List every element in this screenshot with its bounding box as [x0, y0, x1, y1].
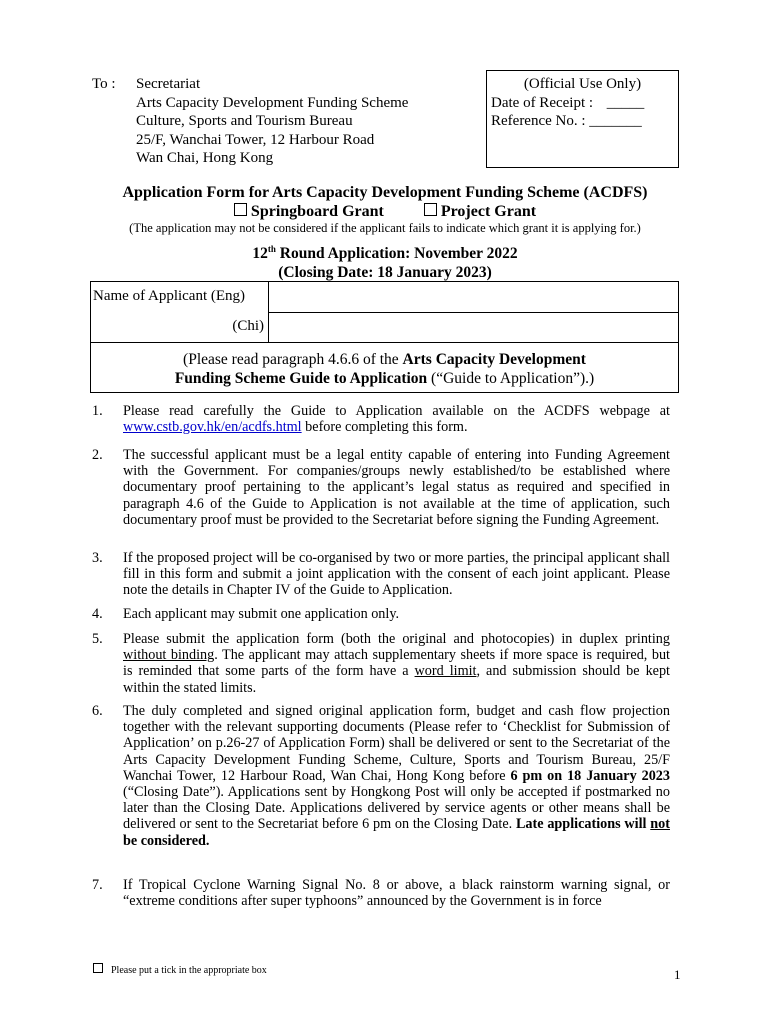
item-text-part: Please submit the application form (both the original and photocopies) in duplex printing: [123, 631, 670, 647]
acdfs-webpage-link[interactable]: www.cstb.gov.hk/en/acdfs.html: [123, 419, 302, 436]
page-number: 1: [674, 967, 681, 982]
guide-reference-note: [91, 350, 678, 388]
list-item: [92, 447, 670, 528]
grant-option-project[interactable]: [424, 202, 536, 221]
item-text: Each applicant may submit one application only.: [123, 606, 400, 622]
grant-option-springboard[interactable]: [234, 202, 384, 221]
list-item: [92, 877, 670, 909]
item-text-part: , and submission should be kept within the stated limits.: [123, 663, 670, 696]
reference-no: [491, 112, 678, 131]
item-text: The successful applicant must be a legal entity capable of entering into Funding Agreement with the Government. For companies/groups newly established/to be established where documentary proof pertaining to the applicant’s legal status as required and specified in paragraph 4.6 of the Guide to Application is not available at the time of application, such documentary proof must be provided to the Secretariat before signing the Funding Agreement.: [123, 447, 670, 528]
name-chi-label: (Chi): [232, 318, 264, 334]
item-text: [123, 403, 670, 435]
footnote: [93, 963, 267, 976]
item-number: 7.: [92, 877, 103, 893]
item-number: 1.: [92, 403, 103, 419]
address-line: Wan Chai, Hong Kong: [136, 150, 274, 166]
address-line: Arts Capacity Development Funding Scheme: [136, 94, 409, 111]
item-text-underlined: word limit: [414, 663, 477, 680]
date-of-receipt: [491, 94, 678, 113]
grant-options: [60, 202, 710, 221]
to-label: To :: [92, 76, 116, 92]
item-text: If Tropical Cyclone Warning Signal No. 8 or above, a black rainstorm warning signal, or “extreme conditions after super typhoons” announced by the Government is in force: [123, 877, 670, 910]
official-use-title: (Official Use Only): [523, 76, 642, 92]
item-text-part: before completing this form.: [301, 419, 468, 436]
item-text-part: . The applicant may attach supplementary sheets if more space is required, but is reminded that some parts of the form have a: [123, 647, 670, 680]
checkbox-icon[interactable]: [234, 203, 247, 216]
form-title: Application Form for Arts Capacity Development Funding Scheme (ACDFS): [122, 184, 648, 201]
address-line: 25/F, Wanchai Tower, 12 Harbour Road: [136, 131, 375, 148]
grant-option-label: Springboard Grant: [250, 203, 384, 220]
reference-no-label: Reference No. :: [491, 113, 586, 129]
item-text-part: (“Closing Date”). Applications sent by Hongkong Post will only be accepted if postmarked no later than the Closing Date. Applications delivered by service agents or other means shall be delivered or sent to the Secretariat before 6 pm on the Closing Date.: [123, 784, 670, 833]
table-divider: [91, 342, 678, 343]
list-item: [92, 606, 670, 622]
item-number: 4.: [92, 606, 103, 622]
item-number: 6.: [92, 703, 103, 719]
item-text-part: Please read carefully the Guide to Application available on the ACDFS webpage at: [123, 403, 670, 419]
note-text: (“Guide to Application”).): [427, 370, 595, 387]
item-text-bold: be considered.: [123, 832, 210, 849]
item-text: [123, 631, 670, 696]
round-suffix: th: [267, 243, 276, 254]
item-number: 2.: [92, 447, 103, 463]
round-text: Round Application: November 2022: [275, 245, 518, 262]
closing-date: (Closing Date: 18 January 2023): [278, 264, 492, 281]
name-eng-label: Name of Applicant (Eng): [93, 288, 246, 304]
note-bold: Funding Scheme Guide to Application: [174, 370, 428, 387]
item-text: [123, 703, 670, 849]
address-line: Culture, Sports and Tourism Bureau: [136, 113, 353, 129]
item-text-bold: not: [650, 816, 670, 833]
note-text: (Please read paragraph 4.6.6 of the: [183, 351, 403, 368]
list-item: [92, 403, 670, 435]
item-number: 5.: [92, 631, 103, 647]
applicant-name-table: [90, 281, 679, 393]
list-item: [92, 703, 670, 849]
name-eng-field[interactable]: [269, 282, 678, 312]
round-number: 12: [252, 245, 268, 262]
date-of-receipt-blank: _____: [606, 94, 645, 111]
date-of-receipt-label: Date of Receipt :: [491, 94, 594, 111]
item-text-underlined: without binding: [123, 647, 215, 664]
checkbox-icon[interactable]: [424, 203, 437, 216]
grant-note: (The application may not be considered if the applicant fails to indicate which grant it is applying for.): [129, 221, 641, 235]
checkbox-icon: [93, 963, 103, 973]
footnote-text: Please put a tick in the appropriate box: [111, 965, 267, 976]
reference-no-blank: _______: [589, 113, 642, 129]
note-bold: Arts Capacity Development: [402, 351, 586, 368]
round-line: [60, 244, 710, 263]
item-number: 3.: [92, 550, 103, 566]
item-text: If the proposed project will be co-organised by two or more parties, the principal applicant shall fill in this form and submit a joint application with the consent of each joint applicant. Please note the details in Chapter IV of the Guide to Application.: [123, 550, 670, 599]
list-item: [92, 631, 670, 696]
address-line: Secretariat: [136, 76, 201, 92]
item-text-bold: Late applications will: [515, 816, 651, 833]
item-text-part: The duly completed and signed original application form, budget and cash flow projection together with the relevant supporting documents (Please refer to ‘Checklist for Submission of Application’ on p.26-27 of Application Form) shall be delivered or sent to the Secretariat of the Arts Capacity Development Funding Scheme, Culture, Sports and Tourism Bureau, 25/F Wanchai Tower, 12 Harbour Road, Wan Chai, Hong Kong before: [123, 703, 670, 784]
item-text-bold: 6 pm on 18 January 2023: [510, 767, 670, 784]
official-use-box: [486, 70, 679, 168]
name-chi-field[interactable]: [269, 313, 678, 342]
list-item: [92, 550, 670, 599]
address-lines: [136, 75, 408, 168]
round-heading: [60, 244, 710, 282]
grant-option-label: Project Grant: [440, 203, 537, 220]
